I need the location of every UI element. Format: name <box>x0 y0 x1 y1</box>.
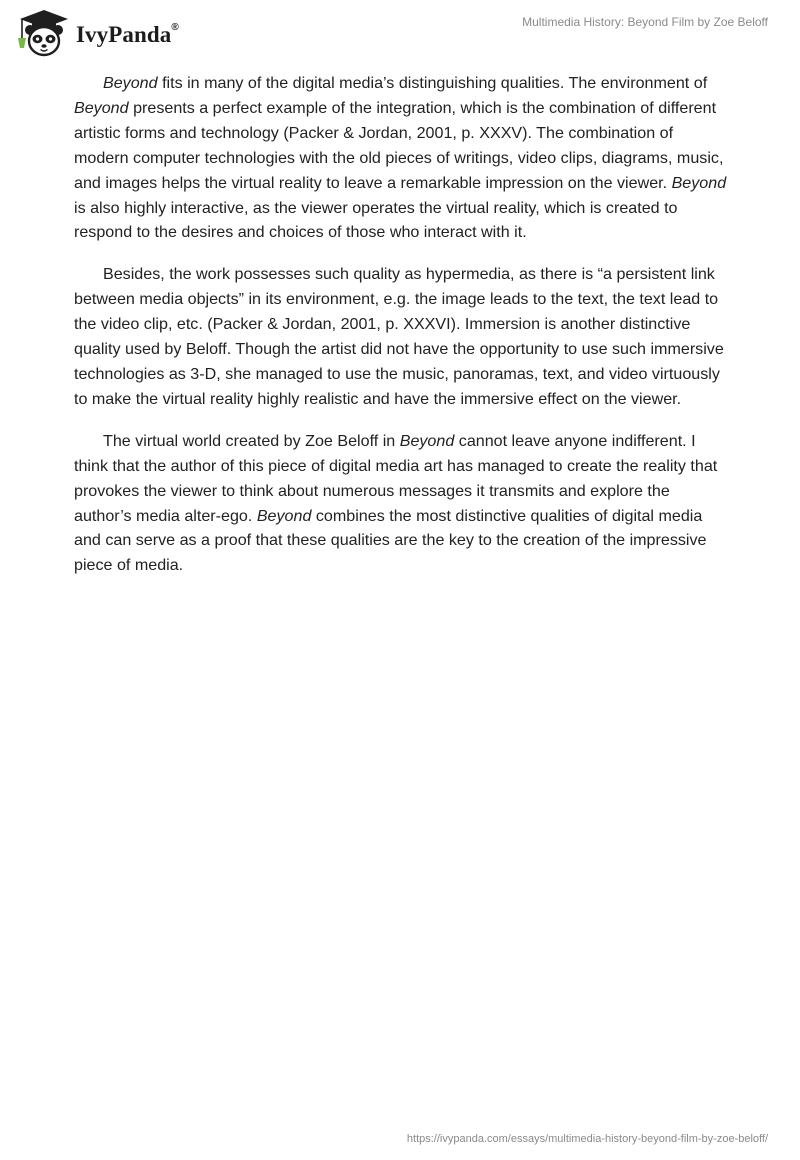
registered-mark: ® <box>171 22 179 34</box>
italic-title-text: Beyond <box>103 74 158 92</box>
paragraph-text: cannot leave anyone indifferent. I think that the author of this piece of digital media art has managed to create the reality that provokes the viewer to think about numerous messages it transmits and explore the author’s media alter-ego. <box>74 431 718 525</box>
italic-title-text: Beyond <box>399 431 455 450</box>
paragraph <box>74 262 728 411</box>
paragraph-text: The virtual world created by Zoe Beloff in <box>103 431 400 450</box>
paragraph <box>74 429 728 578</box>
paragraph-text: fits in many of the digital media’s distinguishing qualities. The environment of <box>157 74 708 92</box>
paragraph-text: is also highly interactive, as the viewer operates the virtual reality, which is created to respond to the desires and choices of those who interact with it. <box>74 198 678 242</box>
italic-title-text: Beyond <box>74 98 129 117</box>
italic-title-text: Beyond <box>671 173 727 192</box>
italic-title-text: Beyond <box>256 506 312 525</box>
ivypanda-logo[interactable] <box>14 8 179 58</box>
paragraph-text: presents a perfect example of the integration, which is the combination of different artistic forms and technology (Packer & Jordan, 2001, p. XXXV). The combination of modern computer technologies with the old pieces of writings, video clips, diagrams, music, and images helps the virtual reality to leave a remarkable impression on the viewer. <box>74 98 724 192</box>
paragraph-text: combines the most distinctive qualities of digital media and can serve as a proof that these qualities are the key to the creation of the impressive piece of media. <box>74 506 707 575</box>
page-header <box>0 0 800 64</box>
panda-graduation-cap-icon <box>14 8 74 58</box>
essay-body <box>74 71 728 595</box>
logo-wordmark: IvyPanda® <box>76 22 179 47</box>
paragraph <box>74 71 728 245</box>
paragraph-text: Besides, the work possesses such quality as hypermedia, as there is “a persistent link between media objects” in its environment, e.g. the image leads to the text, the text lead to the video clip, etc. (Packer & Jordan, 2001, p. XXXVI). Immersion is another distinctive quality used by Beloff. Though the artist did not have the opportunity to use such immersive technologies as 3-D, she managed to use the music, panoramas, text, and video virtuously to make the virtual reality highly realistic and have the immersive effect on the viewer. <box>74 265 724 408</box>
source-url[interactable]: https://ivypanda.com/essays/multimedia-history-beyond-film-by-zoe-beloff/ <box>406 1133 768 1145</box>
document-title: Multimedia History: Beyond Film by Zoe Beloff <box>522 15 768 29</box>
